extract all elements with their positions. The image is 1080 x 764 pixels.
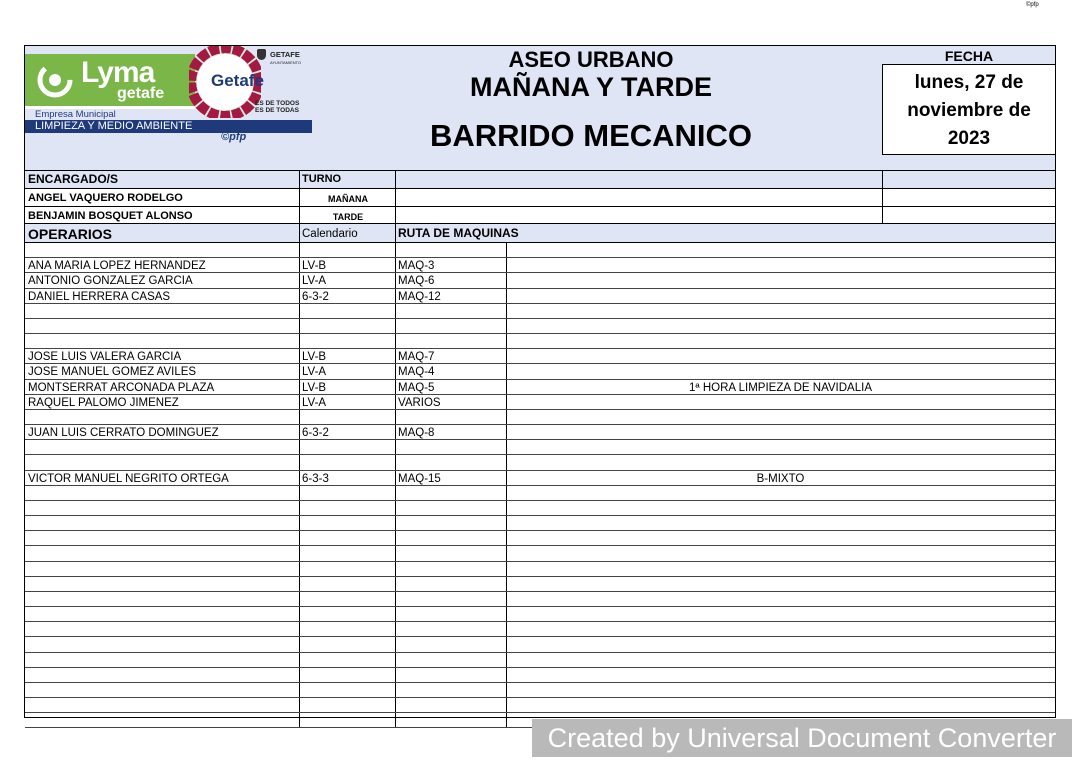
lyma-logo xyxy=(25,54,195,106)
corner-copyright: ©pfp xyxy=(1026,2,1039,8)
row-divider xyxy=(25,424,1055,425)
operario-maq: MAQ-4 xyxy=(398,366,435,379)
operario-maq: MAQ-12 xyxy=(398,290,441,303)
fecha-label: FECHA xyxy=(944,48,994,64)
fecha-line-1: lunes, 27 de xyxy=(914,72,1024,93)
area-label: LIMPIEZA Y MEDIO AMBIENTE xyxy=(35,120,193,132)
converter-watermark: Created by Universal Document Converter xyxy=(532,719,1072,757)
row-divider xyxy=(25,257,1055,258)
operario-cal: LV-A xyxy=(302,275,327,288)
row-divider xyxy=(25,682,1055,683)
slogan-line-1: ES DE TODOS xyxy=(255,100,300,107)
row-divider xyxy=(25,303,1055,304)
encargados-header: ENCARGADO/S xyxy=(28,172,119,186)
operario-cal: LV-A xyxy=(302,366,327,379)
operarios-header-band xyxy=(25,224,1055,242)
row-divider xyxy=(25,606,1055,607)
ruta-header: RUTA DE MAQUINAS xyxy=(398,226,519,240)
title-aseo-urbano: ASEO URBANO xyxy=(508,47,674,72)
fecha-line-3: 2023 xyxy=(947,128,991,149)
fecha-line-2: noviembre de xyxy=(907,100,1031,121)
operario-cal: 6-3-2 xyxy=(302,290,329,303)
operario-maq: VARIOS xyxy=(398,396,441,409)
row-divider xyxy=(25,545,1055,546)
getafe-city-top: GETAFE xyxy=(270,50,300,59)
turno-header: TURNO xyxy=(302,173,342,185)
title-turnos: MAÑANA Y TARDE xyxy=(469,72,712,102)
row-divider xyxy=(25,652,1055,653)
row-divider xyxy=(25,318,1055,319)
empresa-label: Empresa Municipal xyxy=(35,109,116,120)
getafe-city-name: Getafe xyxy=(211,71,264,90)
operario-note: 1ª HORA LIMPIEZA DE NAVIDALIA xyxy=(689,381,872,394)
operario-name: ANTONIO GONZALEZ GARCIA xyxy=(28,275,193,288)
row-divider xyxy=(25,576,1055,577)
row-divider xyxy=(25,621,1055,622)
operarios-header: OPERARIOS xyxy=(28,226,113,242)
operario-name: ANA MARIA LOPEZ HERNANDEZ xyxy=(28,260,206,273)
row-divider xyxy=(25,712,1055,713)
operario-name: JOSE MANUEL GOMEZ AVILES xyxy=(28,366,197,379)
operario-maq: MAQ-8 xyxy=(398,427,435,439)
row-divider xyxy=(25,454,1055,455)
encargados-header-band xyxy=(25,170,1055,189)
row-divider xyxy=(25,636,1055,637)
operario-maq: MAQ-15 xyxy=(398,472,441,485)
row-divider xyxy=(25,348,1055,349)
getafe-city-sub: AYUNTAMIENTO xyxy=(270,60,302,65)
lyma-brand: Lyma xyxy=(81,56,155,89)
operario-name: VICTOR MANUEL NEGRITO ORTEGA xyxy=(28,472,229,485)
row-divider xyxy=(25,561,1055,562)
operario-cal: 6-3-2 xyxy=(302,427,329,439)
schedule-sheet xyxy=(24,45,1056,718)
operario-cal: LV-B xyxy=(302,381,327,394)
row-divider xyxy=(25,500,1055,501)
operario-name: JUAN LUIS CERRATO DOMINGUEZ xyxy=(28,427,219,439)
row-divider xyxy=(25,697,1055,698)
operario-cal: LV-B xyxy=(302,351,327,364)
operario-name: DANIEL HERRERA CASAS xyxy=(28,290,171,303)
operario-name: MONTSERRAT ARCONADA PLAZA xyxy=(28,381,215,394)
row-divider xyxy=(25,530,1055,531)
row-divider xyxy=(25,409,1055,410)
getafe-crest-icon xyxy=(257,49,266,60)
operario-maq: MAQ-5 xyxy=(398,381,435,394)
row-divider xyxy=(25,470,1055,471)
encargado-turno: MAÑANA xyxy=(328,194,368,204)
operario-name: RAQUEL PALOMO JIMENEZ xyxy=(28,396,179,409)
lyma-swirl-icon xyxy=(33,58,77,102)
logo-copyright: ©pfp xyxy=(221,131,247,143)
operario-maq: MAQ-3 xyxy=(398,260,435,273)
title-barrido-mecanico: BARRIDO MECANICO xyxy=(429,118,753,153)
row-divider xyxy=(25,333,1055,334)
operario-cal: 6-3-3 xyxy=(302,472,329,485)
encargado-turno: TARDE xyxy=(332,212,364,222)
operario-note: B-MIXTO xyxy=(756,472,805,485)
row-divider xyxy=(25,591,1055,592)
operario-cal: LV-B xyxy=(302,260,327,273)
fecha-box xyxy=(882,64,1056,155)
operario-maq: MAQ-7 xyxy=(398,351,435,364)
encargado-name: ANGEL VAQUERO RODELGO xyxy=(28,192,183,204)
operario-maq: MAQ-6 xyxy=(398,275,435,288)
slogan-line-2: ES DE TODAS xyxy=(255,107,299,114)
encargado-name: BENJAMIN BOSQUET ALONSO xyxy=(28,210,193,222)
lyma-brand-sub: getafe xyxy=(117,85,165,102)
row-divider xyxy=(25,667,1055,668)
calendario-header: Calendario xyxy=(302,228,358,240)
row-divider xyxy=(25,515,1055,516)
area-banner xyxy=(25,120,312,133)
operario-cal: LV-A xyxy=(302,396,327,409)
operario-name: JOSE LUIS VALERA GARCIA xyxy=(28,351,182,364)
